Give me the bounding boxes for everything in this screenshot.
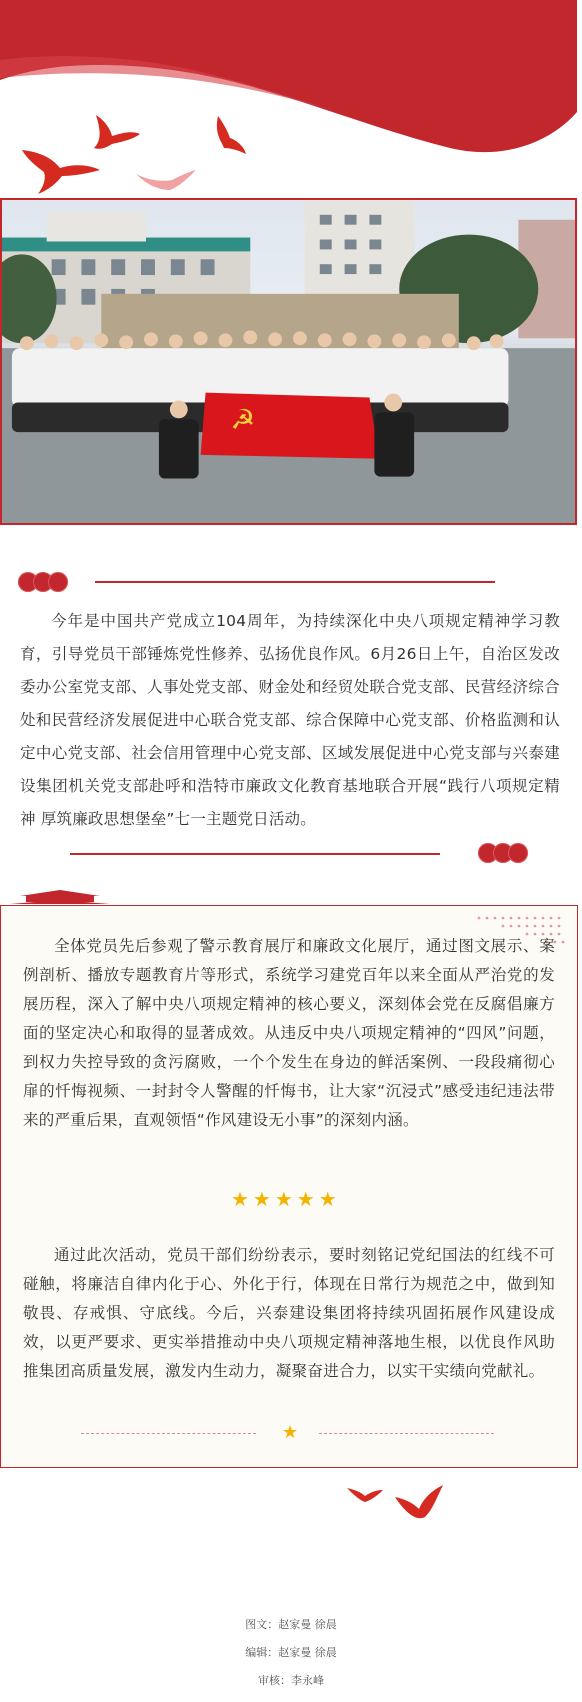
intro-paragraph: 今年是中国共产党成立104周年，为持续深化中央八项规定精神学习教育，引导党员干部锤炼党性修养、弘扬优良作风。6月26日上午，自治区发改委办公室党支部、人事处党支部、财金处和经贸处联合党支部、民营经济综合处和民营经济发展促进中心联合党支部、综合保障中心党支部、价格监测和认定中心党支部、社会信用管理中心党支部、区域发展促进中心党支部与兴泰建设集团机关党支部赴呼和浩特市廉政文化教育基地联合开展“践行八项规定精神 厚筑廉政思想堡垒”七一主题党日活动。 (20, 612, 560, 828)
card-paragraph-2: 通过此次活动，党员干部们纷纷表示，要时刻铭记党纪国法的红线不可碰触，将廉洁自律内化于心、外化于行，体现在日常行为规范之中，做到知敬畏、存戒惧、守底线。今后，兴泰建设集团将持续巩固拓展作风建设成效，以更严要求、更实举措推动中央八项规定精神落地生根，以优良作风助推集团高质量发展，激发内生动力，凝聚奋进合力，以实干实绩向党献礼。 (23, 1246, 555, 1380)
dashed-divider (319, 1433, 494, 1434)
dove-icon (393, 1483, 445, 1523)
dove-icon (94, 115, 140, 149)
credit-editor: 编辑：赵家曼 徐晨 (245, 1646, 337, 1659)
content-card (0, 905, 578, 1468)
dove-icon (136, 170, 196, 190)
credit-reviewer: 审核：李永峰 (258, 1674, 324, 1687)
decorative-dots (478, 843, 528, 863)
decorative-dots (18, 572, 68, 592)
divider-line (95, 581, 495, 583)
dashed-divider (81, 1433, 256, 1434)
dove-icon (22, 150, 100, 194)
divider-star: ★ (282, 1422, 299, 1443)
dove-icon (345, 1482, 385, 1504)
rating-stars: ★★★★★ (231, 1187, 341, 1211)
card-paragraph-1: 全体党员先后参观了警示教育展厅和廉政文化展厅，通过图文展示、案例剖析、播放专题教育片等形式，系统学习建党百年以来全面从严治党的发展历程，深入了解中央八项规定精神的核心要义，深刻体会党在反腐倡廉方面的坚定决心和取得的显著成效。从违反中央八项规定精神的“四风”问题，到权力失控导致的贪污腐败，一个个发生在身边的鲜活案例、一段段痛彻心扉的忏悔视频、一封封令人警醒的忏悔书，让大家“沉浸式”感受违纪违法带来的严重后果，直观领悟“作风建设无小事”的深刻内涵。 (23, 937, 555, 1129)
header-wave-decoration (0, 0, 582, 205)
dove-icon (217, 116, 246, 154)
credit-author: 图文：赵家曼 徐晨 (245, 1618, 337, 1631)
group-photo (0, 198, 577, 525)
divider-line (70, 853, 440, 855)
svg-text:☭: ☭ (230, 403, 256, 437)
